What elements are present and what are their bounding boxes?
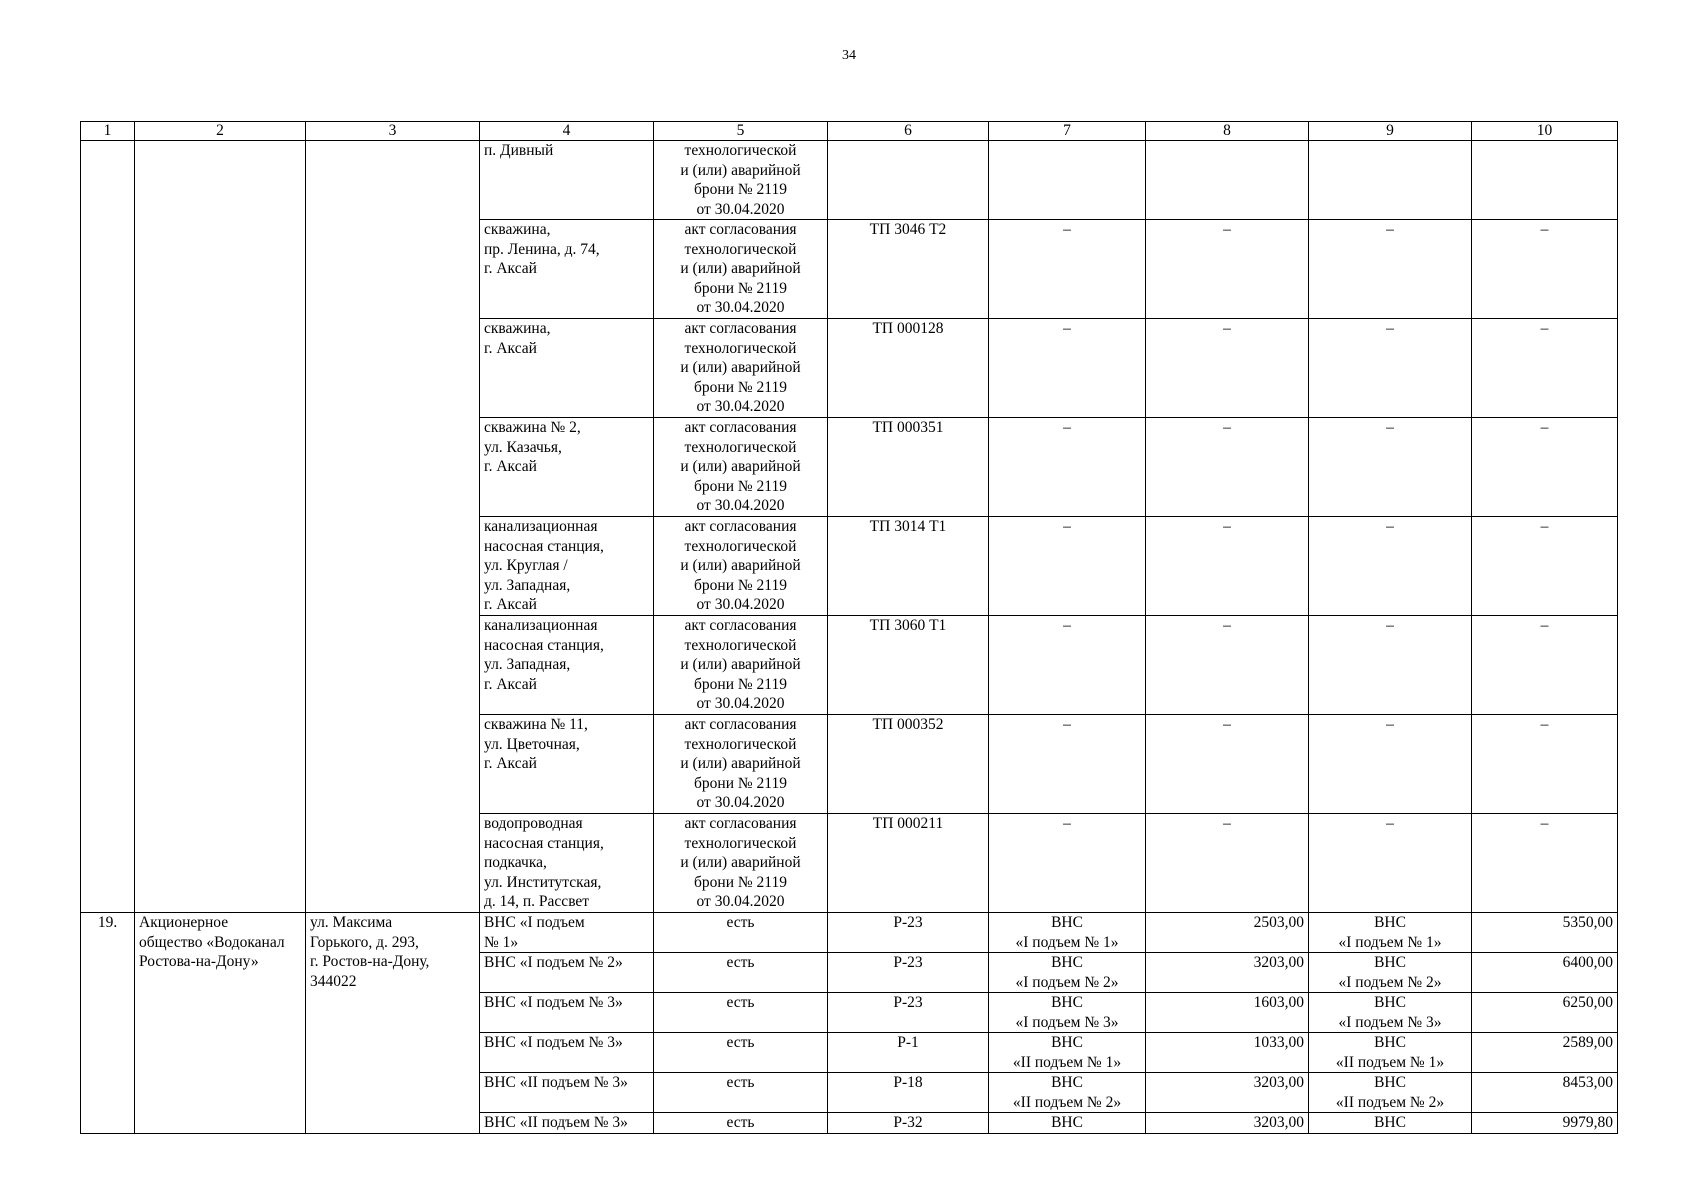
column-number: 5: [654, 122, 828, 141]
cell-7: ВНС «I подъем № 1»: [989, 913, 1146, 953]
cell-10: –: [1472, 517, 1618, 616]
address-cell: [306, 141, 480, 913]
column-number: 8: [1146, 122, 1309, 141]
entry-number-cell: [81, 141, 135, 913]
cell-8: 3203,00: [1146, 953, 1309, 993]
document-cell: акт согласования технологической и (или) аварийной брони № 2119 от 30.04.2020: [654, 715, 828, 814]
cell-9: ВНС: [1309, 1113, 1472, 1134]
cell-10: –: [1472, 319, 1618, 418]
object-cell: ВНС «I подъем № 3»: [480, 993, 654, 1033]
cell-7: ВНС «I подъем № 3»: [989, 993, 1146, 1033]
column-number-row: [81, 122, 1618, 141]
cell-7: ВНС «II подъем № 2»: [989, 1073, 1146, 1113]
document-cell: есть: [654, 913, 828, 953]
tp-cell: Р-23: [828, 993, 989, 1033]
tp-cell: Р-23: [828, 953, 989, 993]
cell-10: [1472, 141, 1618, 220]
document-cell: есть: [654, 993, 828, 1033]
cell-9: –: [1309, 715, 1472, 814]
cell-8: –: [1146, 814, 1309, 913]
page-number: 34: [842, 48, 856, 63]
cell-10: 8453,00: [1472, 1073, 1618, 1113]
cell-7: ВНС «I подъем № 2»: [989, 953, 1146, 993]
tp-cell: Р-18: [828, 1073, 989, 1113]
column-number: 3: [306, 122, 480, 141]
cell-7: –: [989, 616, 1146, 715]
organization-name: Акционерное общество «Водоканал Ростова-на-Дону»: [135, 913, 306, 1134]
document-cell: акт согласования технологической и (или) аварийной брони № 2119 от 30.04.2020: [654, 616, 828, 715]
object-cell: водопроводная насосная станция, подкачка, ул. Институтская, д. 14, п. Рассвет: [480, 814, 654, 913]
cell-10: 6250,00: [1472, 993, 1618, 1033]
cell-8: 3203,00: [1146, 1073, 1309, 1113]
cell-9: [1309, 141, 1472, 220]
object-cell: п. Дивный: [480, 141, 654, 220]
cell-7: –: [989, 220, 1146, 319]
tp-cell: ТП 000351: [828, 418, 989, 517]
cell-8: –: [1146, 616, 1309, 715]
column-number: 4: [480, 122, 654, 141]
cell-8: –: [1146, 715, 1309, 814]
tp-cell: ТП 3014 Т1: [828, 517, 989, 616]
data-table: [80, 121, 1618, 1134]
cell-10: –: [1472, 715, 1618, 814]
document-cell: акт согласования технологической и (или) аварийной брони № 2119 от 30.04.2020: [654, 319, 828, 418]
document-cell: акт согласования технологической и (или) аварийной брони № 2119 от 30.04.2020: [654, 517, 828, 616]
cell-8: [1146, 141, 1309, 220]
tp-cell: Р-32: [828, 1113, 989, 1134]
cell-8: –: [1146, 319, 1309, 418]
cell-9: ВНС «II подъем № 1»: [1309, 1033, 1472, 1073]
tp-cell: Р-23: [828, 913, 989, 953]
tp-cell: ТП 000128: [828, 319, 989, 418]
cell-7: –: [989, 517, 1146, 616]
cell-10: 5350,00: [1472, 913, 1618, 953]
document-cell: есть: [654, 953, 828, 993]
column-number: 1: [81, 122, 135, 141]
cell-9: –: [1309, 814, 1472, 913]
table-row: [81, 913, 1618, 953]
cell-7: ВНС: [989, 1113, 1146, 1134]
cell-9: –: [1309, 220, 1472, 319]
cell-10: –: [1472, 814, 1618, 913]
object-cell: ВНС «II подъем № 3»: [480, 1073, 654, 1113]
column-number: 2: [135, 122, 306, 141]
cell-7: [989, 141, 1146, 220]
tp-cell: Р-1: [828, 1033, 989, 1073]
cell-10: 6400,00: [1472, 953, 1618, 993]
cell-8: –: [1146, 220, 1309, 319]
document-cell: акт согласования технологической и (или) аварийной брони № 2119 от 30.04.2020: [654, 814, 828, 913]
object-cell: ВНС «I подъем № 3»: [480, 1033, 654, 1073]
object-cell: скважина, г. Аксай: [480, 319, 654, 418]
cell-9: –: [1309, 616, 1472, 715]
cell-8: 3203,00: [1146, 1113, 1309, 1134]
table-row: [81, 141, 1618, 220]
cell-9: –: [1309, 517, 1472, 616]
document-cell: есть: [654, 1033, 828, 1073]
organization-address: ул. Максима Горького, д. 293, г. Ростов-на-Дону, 344022: [306, 913, 480, 1134]
object-cell: ВНС «I подъем № 1»: [480, 913, 654, 953]
tp-cell: ТП 3046 Т2: [828, 220, 989, 319]
tp-cell: ТП 000352: [828, 715, 989, 814]
document-cell: акт согласования технологической и (или) аварийной брони № 2119 от 30.04.2020: [654, 418, 828, 517]
tp-cell: ТП 3060 Т1: [828, 616, 989, 715]
tp-cell: [828, 141, 989, 220]
cell-9: ВНС «I подъем № 2»: [1309, 953, 1472, 993]
organization-cell: [135, 141, 306, 913]
cell-7: ВНС «II подъем № 1»: [989, 1033, 1146, 1073]
cell-7: –: [989, 319, 1146, 418]
tp-cell: ТП 000211: [828, 814, 989, 913]
entry-number: 19.: [81, 913, 135, 1134]
object-cell: скважина № 2, ул. Казачья, г. Аксай: [480, 418, 654, 517]
document-cell: есть: [654, 1073, 828, 1113]
cell-9: –: [1309, 418, 1472, 517]
cell-10: 2589,00: [1472, 1033, 1618, 1073]
cell-10: 9979,80: [1472, 1113, 1618, 1134]
cell-9: ВНС «II подъем № 2»: [1309, 1073, 1472, 1113]
document-cell: акт согласования технологической и (или) аварийной брони № 2119 от 30.04.2020: [654, 220, 828, 319]
object-cell: канализационная насосная станция, ул. Круглая / ул. Западная, г. Аксай: [480, 517, 654, 616]
cell-7: –: [989, 418, 1146, 517]
object-cell: скважина, пр. Ленина, д. 74, г. Аксай: [480, 220, 654, 319]
column-number: 6: [828, 122, 989, 141]
cell-9: –: [1309, 319, 1472, 418]
document-cell: технологической и (или) аварийной брони № 2119 от 30.04.2020: [654, 141, 828, 220]
cell-7: –: [989, 715, 1146, 814]
cell-8: –: [1146, 418, 1309, 517]
cell-8: 1033,00: [1146, 1033, 1309, 1073]
cell-8: –: [1146, 517, 1309, 616]
object-cell: ВНС «II подъем № 3»: [480, 1113, 654, 1134]
object-cell: скважина № 11, ул. Цветочная, г. Аксай: [480, 715, 654, 814]
object-cell: канализационная насосная станция, ул. Западная, г. Аксай: [480, 616, 654, 715]
cell-9: ВНС «I подъем № 3»: [1309, 993, 1472, 1033]
cell-8: 1603,00: [1146, 993, 1309, 1033]
cell-9: ВНС «I подъем № 1»: [1309, 913, 1472, 953]
document-cell: есть: [654, 1113, 828, 1134]
object-cell: ВНС «I подъем № 2»: [480, 953, 654, 993]
cell-10: –: [1472, 616, 1618, 715]
column-number: 9: [1309, 122, 1472, 141]
cell-7: –: [989, 814, 1146, 913]
cell-8: 2503,00: [1146, 913, 1309, 953]
column-number: 10: [1472, 122, 1618, 141]
cell-10: –: [1472, 220, 1618, 319]
column-number: 7: [989, 122, 1146, 141]
cell-10: –: [1472, 418, 1618, 517]
